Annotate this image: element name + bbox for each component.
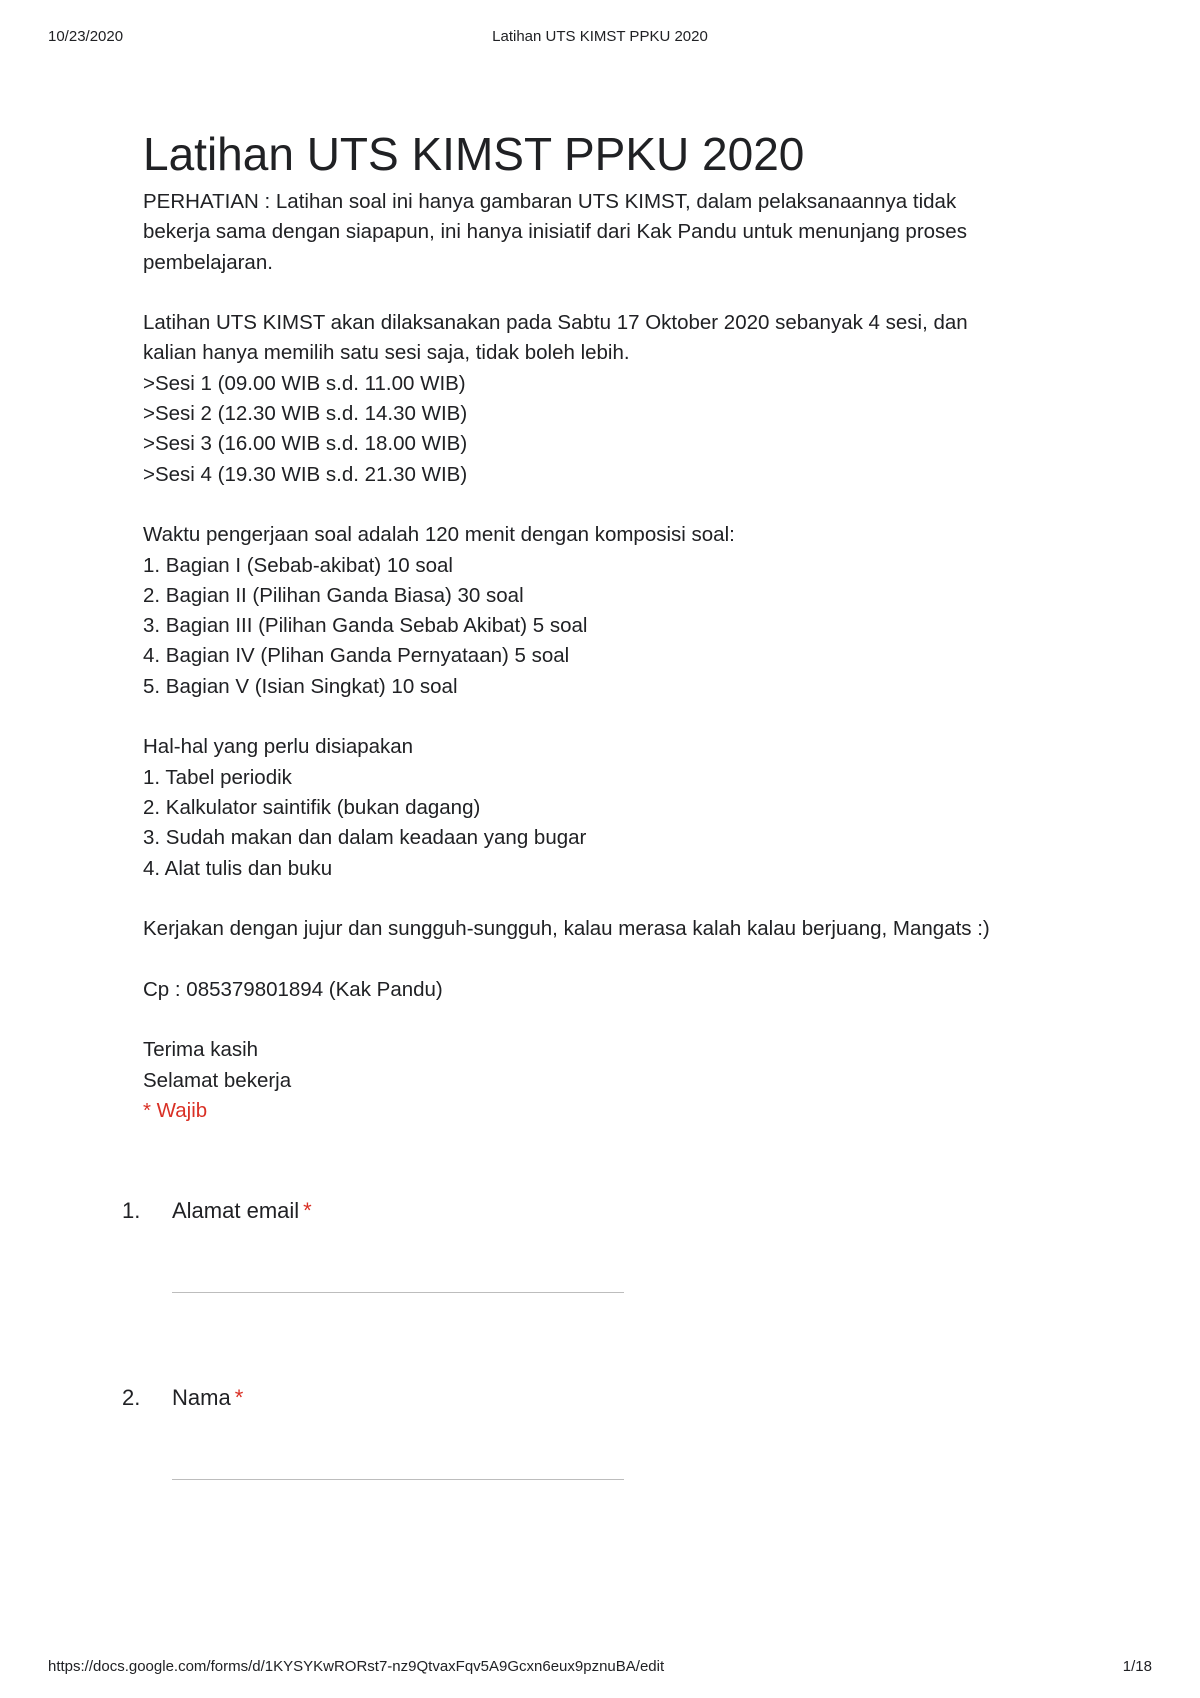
description-line: >Sesi 4 (19.30 WIB s.d. 21.30 WIB) [143,462,468,486]
description-line: Selamat bekerja [143,1068,292,1092]
description-line: 1. Tabel periodik [143,765,292,789]
description-line: pembelajaran. [143,250,273,274]
question-title [172,1385,243,1411]
description-line: Kerjakan dengan jujur dan sungguh-sungguh, kalau merasa kalah kalau berjuang, Mangats :) [143,917,990,941]
description-line: Hal-hal yang perlu disiapakan [143,735,414,759]
form-title: Latihan UTS KIMST PPKU 2020 [143,128,805,180]
required-note: * Wajib [143,1098,208,1122]
print-footer [48,1658,1152,1678]
description-line: >Sesi 2 (12.30 WIB s.d. 14.30 WIB) [143,402,468,426]
description-line: kalian hanya memilih satu sesi saja, tidak boleh lebih. [143,341,630,365]
question-number: 1. [122,1198,141,1223]
question-title-text: Nama [172,1385,231,1410]
description-line: >Sesi 1 (09.00 WIB s.d. 11.00 WIB) [143,371,466,395]
description-line: >Sesi 3 (16.00 WIB s.d. 18.00 WIB) [143,432,468,456]
print-document-title: Latihan UTS KIMST PPKU 2020 [492,28,708,45]
description-line: Waktu pengerjaan soal adalah 120 menit dengan komposisi soal: [143,523,735,547]
page-number: 1/18 [1122,1658,1152,1675]
description-line: 2. Bagian II (Pilihan Ganda Biasa) 30 soal [143,583,524,607]
description-line [143,490,1083,520]
description-line: 5. Bagian V (Isian Singkat) 10 soal [143,674,458,698]
description-line: 2. Kalkulator saintifik (bukan dagang) [143,795,481,819]
description-line: 1. Bagian I (Sebab-akibat) 10 soal [143,553,453,577]
question-title-text: Alamat email [172,1198,300,1223]
description-line: Cp : 085379801894 (Kak Pandu) [143,977,443,1001]
description-line [143,278,1083,308]
description-line: Latihan UTS KIMST akan dilaksanakan pada Sabtu 17 Oktober 2020 sebanyak 4 sesi, dan [143,311,968,335]
description-line: 4. Bagian IV (Plihan Ganda Pernyataan) 5 soal [143,644,570,668]
description-line [143,1005,1083,1035]
question-number: 2. [122,1385,141,1410]
email-field[interactable] [172,1264,624,1293]
required-asterisk: * [303,1198,312,1223]
description-line: 4. Alat tulis dan buku [143,856,333,880]
name-field[interactable] [172,1451,624,1480]
description-line: bekerja sama dengan siapapun, ini hanya inisiatif dari Kak Pandu untuk menunjang proses [143,220,967,244]
form-description [143,187,1083,1126]
description-line: Terima kasih [143,1038,259,1062]
question-name [122,1385,822,1495]
description-line [143,702,1083,732]
description-line: PERHATIAN : Latihan soal ini hanya gambaran UTS KIMST, dalam pelaksanaannya tidak [143,190,957,213]
description-line [143,944,1083,974]
print-header [48,28,1152,48]
question-title [172,1198,312,1224]
print-date: 10/23/2020 [48,28,124,45]
question-email [122,1198,822,1308]
print-url: https://docs.google.com/forms/d/1KYSYKwRORst7-nz9QtvaxFqv5A9Gcxn6eux9pznuBA/edit [48,1658,665,1675]
description-line [143,884,1083,914]
description-line: 3. Sudah makan dan dalam keadaan yang bugar [143,826,587,850]
required-asterisk: * [234,1385,244,1410]
description-line: 3. Bagian III (Pilihan Ganda Sebab Akibat) 5 soal [143,614,588,638]
